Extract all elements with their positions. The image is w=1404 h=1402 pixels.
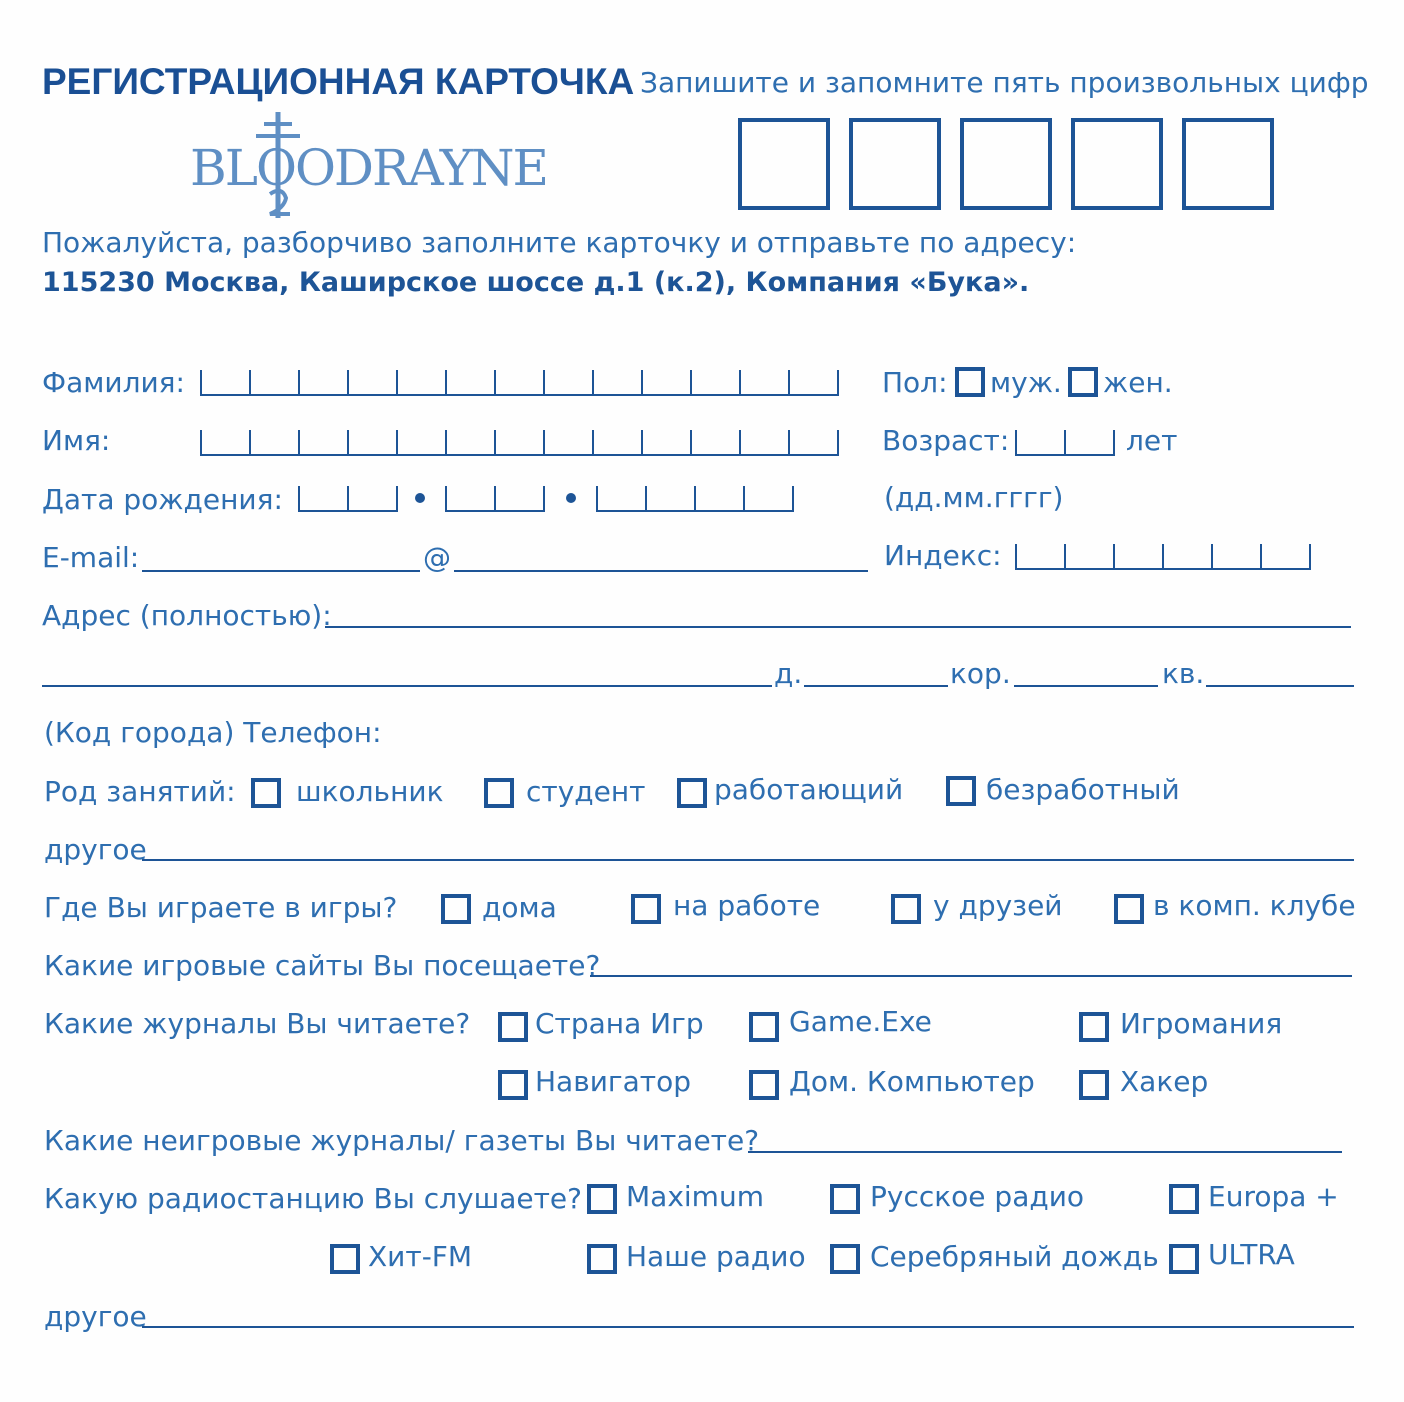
- other-press-label: Какие неигровые журналы/ газеты Вы читаете?: [44, 1124, 760, 1157]
- age-label: Возраст:: [882, 424, 1010, 457]
- radio-option: Хит-FM: [368, 1240, 473, 1273]
- occupation-option: школьник: [296, 775, 444, 808]
- radio-russkoe-checkbox[interactable]: [830, 1184, 860, 1214]
- building-label: кор.: [950, 657, 1011, 690]
- radio-other-line[interactable]: [142, 1326, 1354, 1328]
- date-format-hint: (дд.мм.гггг): [884, 481, 1064, 514]
- magazines-label: Какие журналы Вы читаете?: [44, 1007, 471, 1040]
- instructions-line: Пожалуйста, разборчиво заполните карточку и отправьте по адресу:: [42, 226, 1077, 259]
- house-label: д.: [774, 657, 803, 690]
- play-place-label: Где Вы играете в игры?: [44, 891, 398, 924]
- date-separator-dot: [566, 493, 576, 503]
- email-label: E-mail:: [42, 541, 140, 574]
- play-place-option: дома: [482, 891, 557, 924]
- digit-box-5[interactable]: [1182, 118, 1274, 210]
- play-place-option: у друзей: [933, 889, 1063, 922]
- radio-option: Русское радио: [870, 1180, 1085, 1213]
- occupation-unemployed-checkbox[interactable]: [946, 776, 976, 806]
- gender-label: Пол:: [882, 366, 948, 399]
- radio-option: Наше радио: [626, 1240, 806, 1273]
- radio-maximum-checkbox[interactable]: [587, 1184, 617, 1214]
- radio-other-label: другое: [44, 1300, 147, 1333]
- magazine-option: Дом. Компьютер: [789, 1065, 1035, 1098]
- age-cells[interactable]: [1015, 430, 1115, 456]
- other-press-line[interactable]: [748, 1151, 1342, 1153]
- mailing-address: 115230 Москва, Каширское шоссе д.1 (к.2), Компания «Бука».: [42, 267, 1030, 298]
- apartment-label: кв.: [1162, 657, 1205, 690]
- radio-option: Maximum: [626, 1180, 764, 1213]
- email-user-line[interactable]: [142, 570, 420, 572]
- phone-label: (Код города) Телефон:: [44, 716, 382, 749]
- radio-option: Europa +: [1208, 1180, 1339, 1213]
- gender-male-label: муж.: [990, 366, 1062, 399]
- birth-day-cells[interactable]: [298, 486, 398, 512]
- radio-serebryany-checkbox[interactable]: [830, 1244, 860, 1274]
- occupation-student-checkbox[interactable]: [484, 778, 514, 808]
- radio-nashe-checkbox[interactable]: [587, 1244, 617, 1274]
- name-cells[interactable]: [200, 430, 838, 456]
- digit-box-2[interactable]: [849, 118, 941, 210]
- play-friends-checkbox[interactable]: [891, 894, 921, 924]
- index-label: Индекс:: [884, 539, 1002, 572]
- occupation-other-label: другое: [44, 833, 147, 866]
- occupation-schoolboy-checkbox[interactable]: [251, 778, 281, 808]
- occupation-option: студент: [526, 775, 646, 808]
- occupation-option: безработный: [986, 773, 1180, 806]
- radio-option: ULTRA: [1208, 1238, 1295, 1271]
- email-at-sign: @: [423, 541, 451, 574]
- digit-box-4[interactable]: [1071, 118, 1163, 210]
- magazine-haker-checkbox[interactable]: [1079, 1070, 1109, 1100]
- magazine-option: Game.Exe: [789, 1005, 932, 1038]
- address-line-1[interactable]: [325, 626, 1351, 628]
- occupation-other-line[interactable]: [142, 859, 1354, 861]
- sites-label: Какие игровые сайты Вы посещаете?: [44, 949, 601, 982]
- magazine-navigator-checkbox[interactable]: [498, 1070, 528, 1100]
- play-place-option: на работе: [673, 889, 821, 922]
- radio-europa-checkbox[interactable]: [1169, 1184, 1199, 1214]
- birth-month-cells[interactable]: [445, 486, 545, 512]
- magazine-dom-komputer-checkbox[interactable]: [749, 1070, 779, 1100]
- radio-option: Серебряный дождь: [870, 1240, 1159, 1273]
- radio-ultra-checkbox[interactable]: [1169, 1244, 1199, 1274]
- sites-line[interactable]: [590, 975, 1352, 977]
- bloodrayne-logo: [190, 110, 548, 222]
- radio-hit-fm-checkbox[interactable]: [330, 1244, 360, 1274]
- gender-female-label: жен.: [1103, 366, 1173, 399]
- age-unit: лет: [1126, 424, 1178, 457]
- magazine-igromania-checkbox[interactable]: [1079, 1012, 1109, 1042]
- play-club-checkbox[interactable]: [1114, 894, 1144, 924]
- name-label: Имя:: [42, 424, 111, 457]
- gender-male-checkbox[interactable]: [955, 367, 985, 397]
- building-line[interactable]: [1014, 685, 1158, 687]
- play-work-checkbox[interactable]: [631, 894, 661, 924]
- play-home-checkbox[interactable]: [441, 894, 471, 924]
- magazine-option: Хакер: [1120, 1065, 1209, 1098]
- magazine-game-exe-checkbox[interactable]: [749, 1012, 779, 1042]
- occupation-employed-checkbox[interactable]: [677, 778, 707, 808]
- email-domain-line[interactable]: [454, 570, 868, 572]
- apartment-line[interactable]: [1206, 685, 1354, 687]
- magazine-option: Страна Игр: [535, 1007, 704, 1040]
- surname-label: Фамилия:: [42, 366, 185, 399]
- radio-label: Какую радиостанцию Вы слушаете?: [44, 1182, 582, 1215]
- magazine-strana-igr-checkbox[interactable]: [498, 1012, 528, 1042]
- date-separator-dot: [415, 493, 425, 503]
- magazine-option: Игромания: [1120, 1007, 1283, 1040]
- logo-text: BLOODRAYNE: [190, 139, 548, 197]
- house-line[interactable]: [804, 685, 948, 687]
- play-place-option: в комп. клубе: [1153, 889, 1356, 922]
- birthdate-label: Дата рождения:: [42, 483, 283, 516]
- digit-box-1[interactable]: [738, 118, 830, 210]
- address-label: Адрес (полностью):: [42, 599, 332, 632]
- gender-female-checkbox[interactable]: [1068, 367, 1098, 397]
- occupation-option: работающий: [714, 773, 904, 806]
- surname-cells[interactable]: [200, 370, 838, 396]
- index-cells[interactable]: [1015, 544, 1311, 570]
- digit-box-3[interactable]: [960, 118, 1052, 210]
- birth-year-cells[interactable]: [596, 486, 794, 512]
- address-line-2[interactable]: [42, 685, 772, 687]
- digits-prompt: Запишите и запомните пять произвольных цифр: [640, 66, 1369, 99]
- card-title: РЕГИСТРАЦИОННАЯ КАРТОЧКА: [42, 61, 635, 102]
- magazine-option: Навигатор: [535, 1065, 691, 1098]
- occupation-label: Род занятий:: [44, 775, 236, 808]
